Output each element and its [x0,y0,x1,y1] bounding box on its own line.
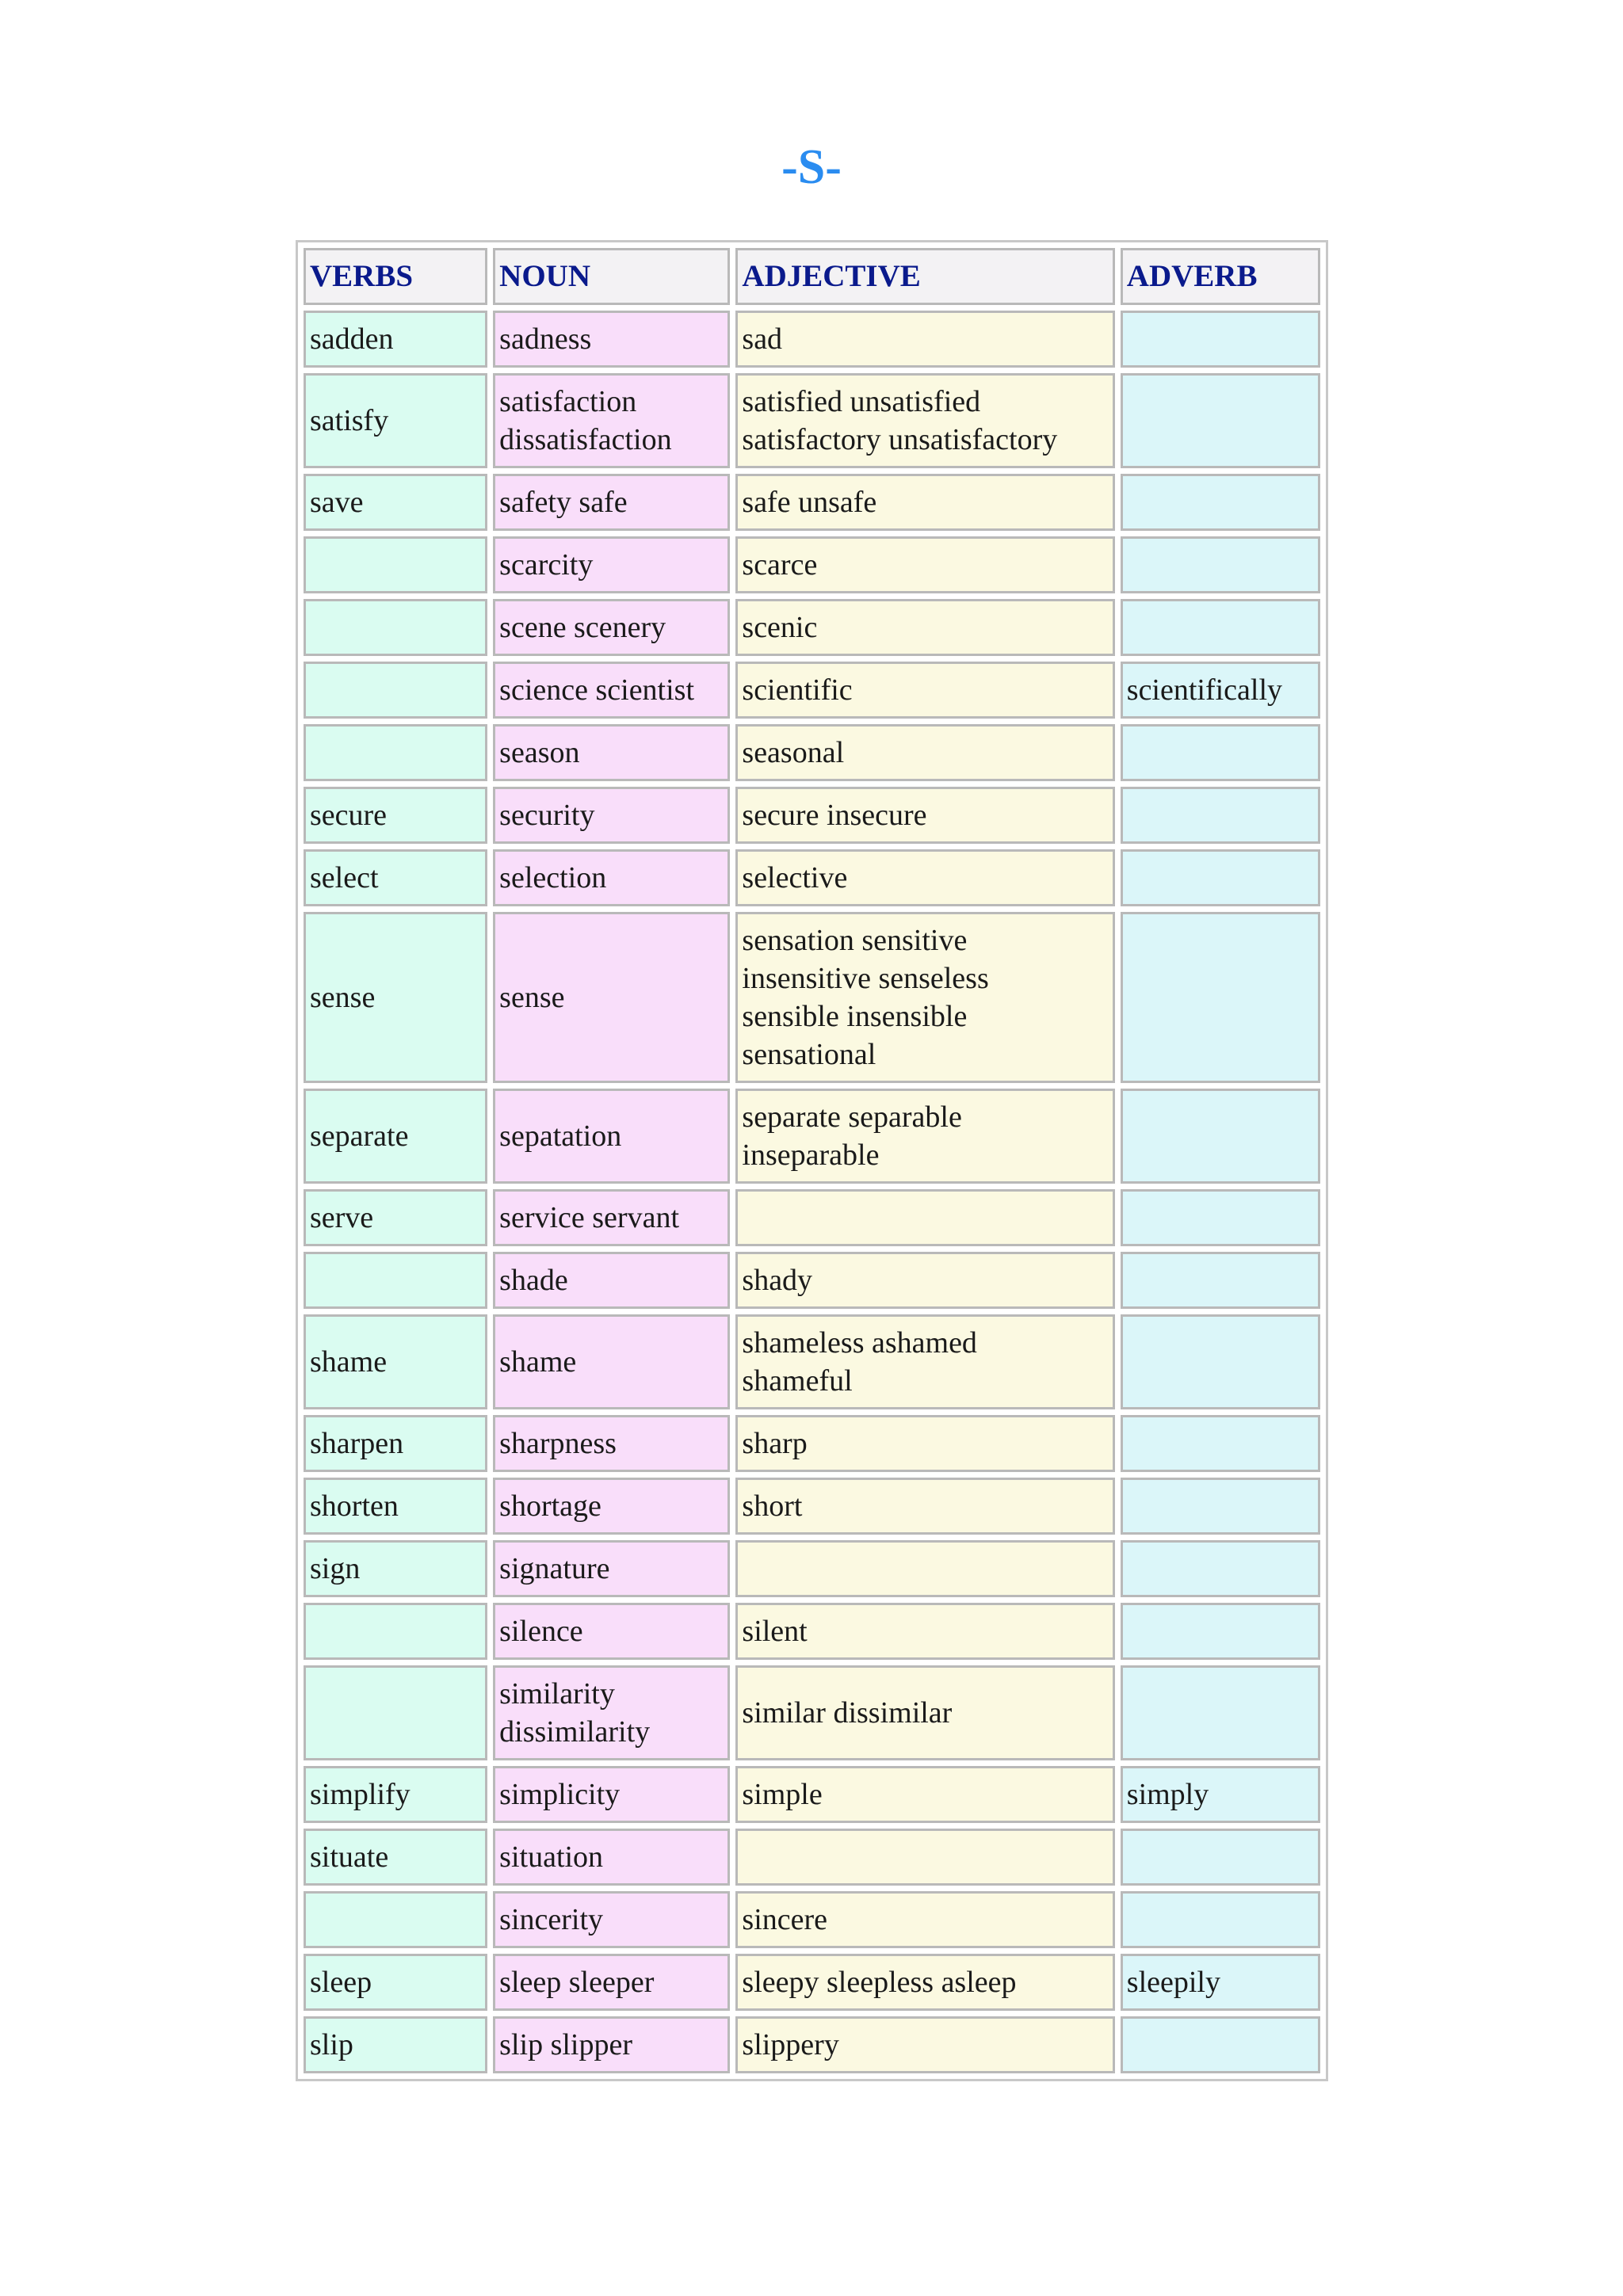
adverb-cell [1121,1603,1320,1660]
noun-cell-text: sadness [499,322,592,356]
adverb-cell [1121,1766,1320,1823]
verb-cell-text: sharpen [310,1427,404,1460]
noun-cell [493,1089,730,1184]
noun-cell [493,724,730,781]
adjective-cell [735,912,1114,1083]
noun-cell-text: science scientist [499,673,695,707]
noun-cell [493,599,730,656]
verb-cell-text: situate [310,1840,389,1874]
table-row [304,1766,1320,1823]
noun-cell-text: slip slipper [499,2028,632,2061]
noun-cell [493,1415,730,1472]
noun-cell [493,1314,730,1409]
verb-cell [304,912,487,1083]
adjective-cell [735,1829,1114,1886]
adjective-cell-text: seasonal [742,736,845,769]
adverb-cell [1121,1089,1320,1184]
adjective-cell [735,1665,1114,1760]
adverb-cell [1121,1478,1320,1535]
adjective-cell-text: sharp [742,1427,808,1460]
adjective-cell-text: inseparable [742,1138,880,1172]
noun-cell-text: selection [499,861,607,894]
adjective-cell [735,662,1114,719]
noun-cell [493,1891,730,1948]
verb-cell-text: sleep [310,1966,372,1999]
noun-cell-text: scarcity [499,548,594,582]
table-row [304,1415,1320,1472]
adjective-cell [735,849,1114,906]
noun-cell-text: service servant [499,1201,680,1234]
verb-cell [304,724,487,781]
adverb-cell-text: simply [1126,1778,1209,1811]
verb-cell [304,1540,487,1597]
adverb-cell [1121,1252,1320,1309]
noun-cell-text: sepatation [499,1119,622,1153]
adjective-cell-text: satisfied unsatisfied [742,385,981,418]
adverb-cell [1121,599,1320,656]
adverb-cell [1121,2016,1320,2073]
adjective-cell [735,1954,1114,2011]
table-row [304,311,1320,368]
page-title: -S- [781,140,842,194]
noun-cell-text: shortage [499,1489,601,1523]
adjective-cell-text: selective [742,861,848,894]
adverb-cell [1121,1415,1320,1472]
adjective-cell-text: satisfactory unsatisfactory [742,423,1058,456]
adverb-cell [1121,1954,1320,2011]
adjective-cell [735,724,1114,781]
adjective-cell [735,311,1114,368]
adverb-cell-text: scientifically [1126,673,1283,707]
adjective-cell-text: sensible insensible [742,1000,968,1033]
table-body [304,311,1320,2073]
table-row [304,2016,1320,2073]
verb-cell [304,1189,487,1246]
table-row [304,662,1320,719]
adverb-cell [1121,787,1320,844]
table-row [304,849,1320,906]
table-row [304,474,1320,531]
noun-cell [493,373,730,468]
verb-cell [304,599,487,656]
noun-cell [493,912,730,1083]
adjective-cell-text: sincere [742,1903,828,1936]
verb-cell-text: select [310,861,379,894]
noun-cell-text: sleep sleeper [499,1966,655,1999]
adjective-cell-text: sensational [742,1038,876,1071]
adverb-cell [1121,1665,1320,1760]
noun-cell-text: dissimilarity [499,1715,651,1749]
noun-cell-text: season [499,736,580,769]
verb-cell-text: shorten [310,1489,399,1523]
noun-cell [493,1766,730,1823]
adverb-cell [1121,311,1320,368]
table-row [304,1603,1320,1660]
verb-cell [304,1478,487,1535]
noun-cell [493,474,730,531]
noun-cell [493,1540,730,1597]
verb-cell [304,1829,487,1886]
verb-cell-text: separate [310,1119,409,1153]
adverb-cell-text: sleepily [1126,1966,1220,1999]
noun-cell [493,2016,730,2073]
adjective-cell-text: similar dissimilar [742,1696,953,1730]
verb-cell [304,373,487,468]
table-row [304,1478,1320,1535]
noun-cell-text: shame [499,1345,577,1379]
verb-cell [304,787,487,844]
verb-cell [304,536,487,593]
word-forms-table [296,240,1328,2081]
adjective-cell [735,1603,1114,1660]
adjective-cell-text: insensitive senseless [742,962,989,995]
adverb-cell [1121,474,1320,531]
verb-cell [304,474,487,531]
adverb-cell [1121,1314,1320,1409]
table-row [304,1314,1320,1409]
adjective-cell [735,1314,1114,1409]
adjective-cell [735,373,1114,468]
adjective-cell [735,599,1114,656]
noun-cell-text: security [499,799,595,832]
table-row [304,1829,1320,1886]
adverb-cell [1121,849,1320,906]
adjective-cell-text: separate separable [742,1100,962,1134]
verb-cell [304,1089,487,1184]
adverb-cell [1121,662,1320,719]
adverb-cell [1121,724,1320,781]
noun-cell [493,787,730,844]
adjective-cell-text: short [742,1489,803,1523]
adjective-cell [735,1189,1114,1246]
noun-cell-text: sense [499,981,565,1014]
verb-cell [304,1603,487,1660]
noun-cell-text: silence [499,1615,583,1648]
noun-cell-text: simplicity [499,1778,621,1811]
verb-cell-text: slip [310,2028,353,2061]
adverb-cell [1121,536,1320,593]
adjective-cell-text: sensation sensitive [742,924,968,957]
verb-cell-text: simplify [310,1778,411,1811]
noun-cell-text: shade [499,1264,568,1297]
adjective-cell [735,1415,1114,1472]
verb-cell-text: serve [310,1201,374,1234]
noun-cell-text: satisfaction [499,385,637,418]
verb-cell-text: secure [310,799,388,832]
adverb-cell [1121,1829,1320,1886]
noun-cell-text: situation [499,1840,604,1874]
adjective-cell-text: scarce [742,548,818,582]
noun-cell [493,1829,730,1886]
table-row [304,1954,1320,2011]
adjective-cell-text: silent [742,1615,808,1648]
table-row [304,536,1320,593]
verb-cell [304,1415,487,1472]
noun-cell [493,1603,730,1660]
adjective-cell-text: safe unsafe [742,486,877,519]
table-row [304,724,1320,781]
table-row [304,1665,1320,1760]
table-row [304,1189,1320,1246]
adjective-cell [735,1252,1114,1309]
verb-cell [304,662,487,719]
header-noun: NOUN [493,248,730,305]
table-row [304,1891,1320,1948]
noun-cell [493,1478,730,1535]
adjective-cell [735,1089,1114,1184]
verb-cell [304,1891,487,1948]
verb-cell-text: satisfy [310,404,389,437]
adjective-cell-text: simple [742,1778,823,1811]
noun-cell-text: dissatisfaction [499,423,672,456]
verb-cell [304,1252,487,1309]
verb-cell [304,2016,487,2073]
verb-cell [304,1314,487,1409]
table-row [304,1540,1320,1597]
adjective-cell [735,536,1114,593]
header-adverb: ADVERB [1121,248,1320,305]
noun-cell [493,536,730,593]
adjective-cell-text: slippery [742,2028,839,2061]
verb-cell [304,311,487,368]
noun-cell [493,1252,730,1309]
adjective-cell [735,1478,1114,1535]
adjective-cell-text: sad [742,322,783,356]
adverb-cell [1121,912,1320,1083]
noun-cell-text: safety safe [499,486,628,519]
adjective-cell-text: scientific [742,673,853,707]
adjective-cell-text: shameless ashamed [742,1326,977,1360]
noun-cell [493,1665,730,1760]
noun-cell [493,1189,730,1246]
verb-cell-text: shame [310,1345,388,1379]
verb-cell [304,1954,487,2011]
verb-cell-text: save [310,486,364,519]
noun-cell-text: signature [499,1552,610,1585]
table-row [304,1089,1320,1184]
header-adjective: ADJECTIVE [735,248,1114,305]
verb-cell-text: sense [310,981,376,1014]
verb-cell-text: sadden [310,322,394,356]
table-row [304,912,1320,1083]
adverb-cell [1121,373,1320,468]
adjective-cell [735,1891,1114,1948]
adjective-cell-text: shady [742,1264,813,1297]
adjective-cell [735,787,1114,844]
adjective-cell [735,474,1114,531]
verb-cell [304,1665,487,1760]
table-row [304,1252,1320,1309]
adjective-cell-text: secure insecure [742,799,927,832]
noun-cell [493,849,730,906]
noun-cell [493,1954,730,2011]
noun-cell-text: scene scenery [499,611,666,644]
adjective-cell-text: scenic [742,611,818,644]
noun-cell-text: sharpness [499,1427,617,1460]
adjective-cell-text: sleepy sleepless asleep [742,1966,1017,1999]
table-row [304,599,1320,656]
verb-cell [304,849,487,906]
adverb-cell [1121,1891,1320,1948]
adverb-cell [1121,1540,1320,1597]
noun-cell [493,662,730,719]
header-verbs: VERBS [304,248,487,305]
adjective-cell [735,1766,1114,1823]
verb-cell [304,1766,487,1823]
noun-cell [493,311,730,368]
adjective-cell [735,2016,1114,2073]
table-row [304,787,1320,844]
header-row [304,248,1320,305]
adjective-cell-text: shameful [742,1364,853,1398]
adverb-cell [1121,1189,1320,1246]
verb-cell-text: sign [310,1552,361,1585]
noun-cell-text: sincerity [499,1903,604,1936]
adjective-cell [735,1540,1114,1597]
table-row [304,373,1320,468]
noun-cell-text: similarity [499,1677,615,1711]
